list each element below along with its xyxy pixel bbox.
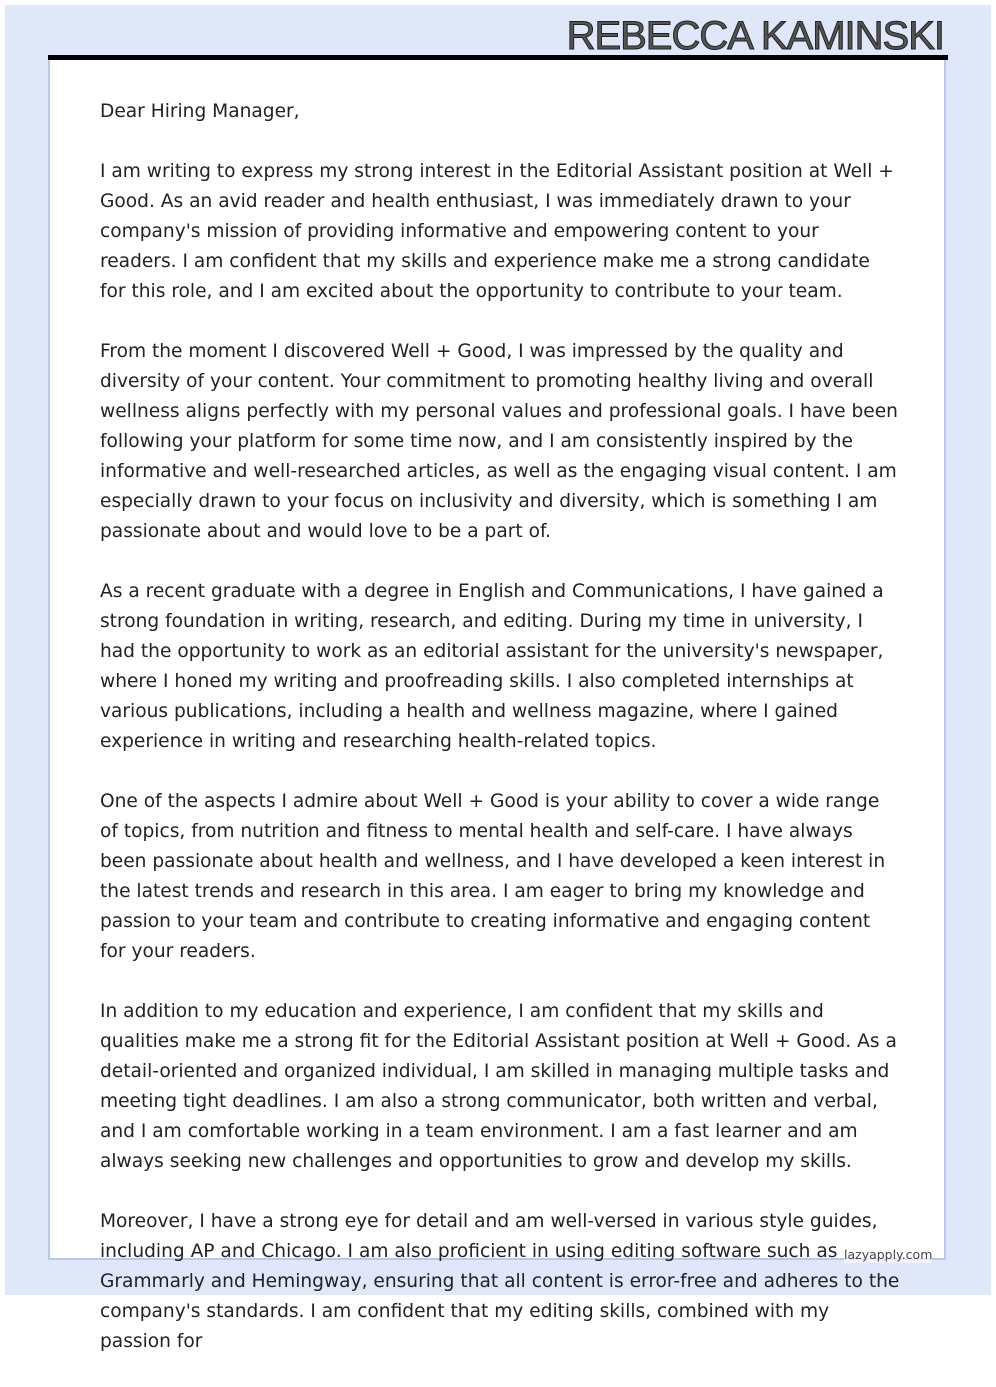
letter-paragraph: One of the aspects I admire about Well + Good is your ability to cover a wide range of topics, from nutrition and fitness to mental health and self-care. I have always been passionate about health and wellness, and I have developed a keen interest in the latest trends and research in this area. I am eager to bring my knowledge and passion to your team and contribute to creating informative and engaging content for your readers. bbox=[100, 791, 886, 962]
letter-paragraph: I am writing to express my strong interest in the Editorial Assistant position at Well + Good. As an avid reader and health enthusiast, I was immediately drawn to your company's mission of providing informative and empowering content to your readers. I am confident that my skills and experience make me a strong candidate for this role, and I am excited about the opportunity to contribute to your team. bbox=[100, 161, 894, 302]
applicant-name: REBECCA KAMINSKI bbox=[566, 14, 944, 58]
letter-body bbox=[100, 97, 900, 1387]
letter-paragraph: As a recent graduate with a degree in English and Communications, I have gained a strong foundation in writing, research, and editing. During my time in university, I had the opportunity to work as an editorial assistant for the university's newspaper, where I honed my writing and proofreading skills. I also completed internships at various publications, including a health and wellness magazine, where I gained experience in writing and researching health-related topics. bbox=[100, 581, 884, 752]
letter-paragraph: Moreover, I have a strong eye for detail and am well-versed in various style guides, including AP and Chicago. I am also proficient in using editing software such as Grammarly and Hemingway, ensuring that all content is error-free and adheres to the company's standards. I am confident that my editing skills, combined with my passion for bbox=[100, 1211, 900, 1352]
letter-paragraph: In addition to my education and experience, I am confident that my skills and qualities make me a strong fit for the Editorial Assistant position at Well + Good. As a detail-oriented and organized individual, I am skilled in managing multiple tasks and meeting tight deadlines. I am also a strong communicator, both written and verbal, and I am comfortable working in a team environment. I am a fast learner and am always seeking new challenges and opportunities to grow and develop my skills. bbox=[100, 1001, 897, 1172]
letter-paragraph: From the moment I discovered Well + Good, I was impressed by the quality and diversity of your content. Your commitment to promoting healthy living and overall wellness aligns perfectly with my personal values and professional goals. I have been following your platform for some time now, and I am consistently inspired by the informative and well-researched articles, as well as the engaging visual content. I am especially drawn to your focus on inclusivity and diversity, which is something I am passionate about and would love to be a part of. bbox=[100, 341, 898, 542]
watermark-text: lazyapply.com bbox=[844, 1247, 933, 1262]
salutation: Dear Hiring Manager, bbox=[100, 101, 300, 122]
